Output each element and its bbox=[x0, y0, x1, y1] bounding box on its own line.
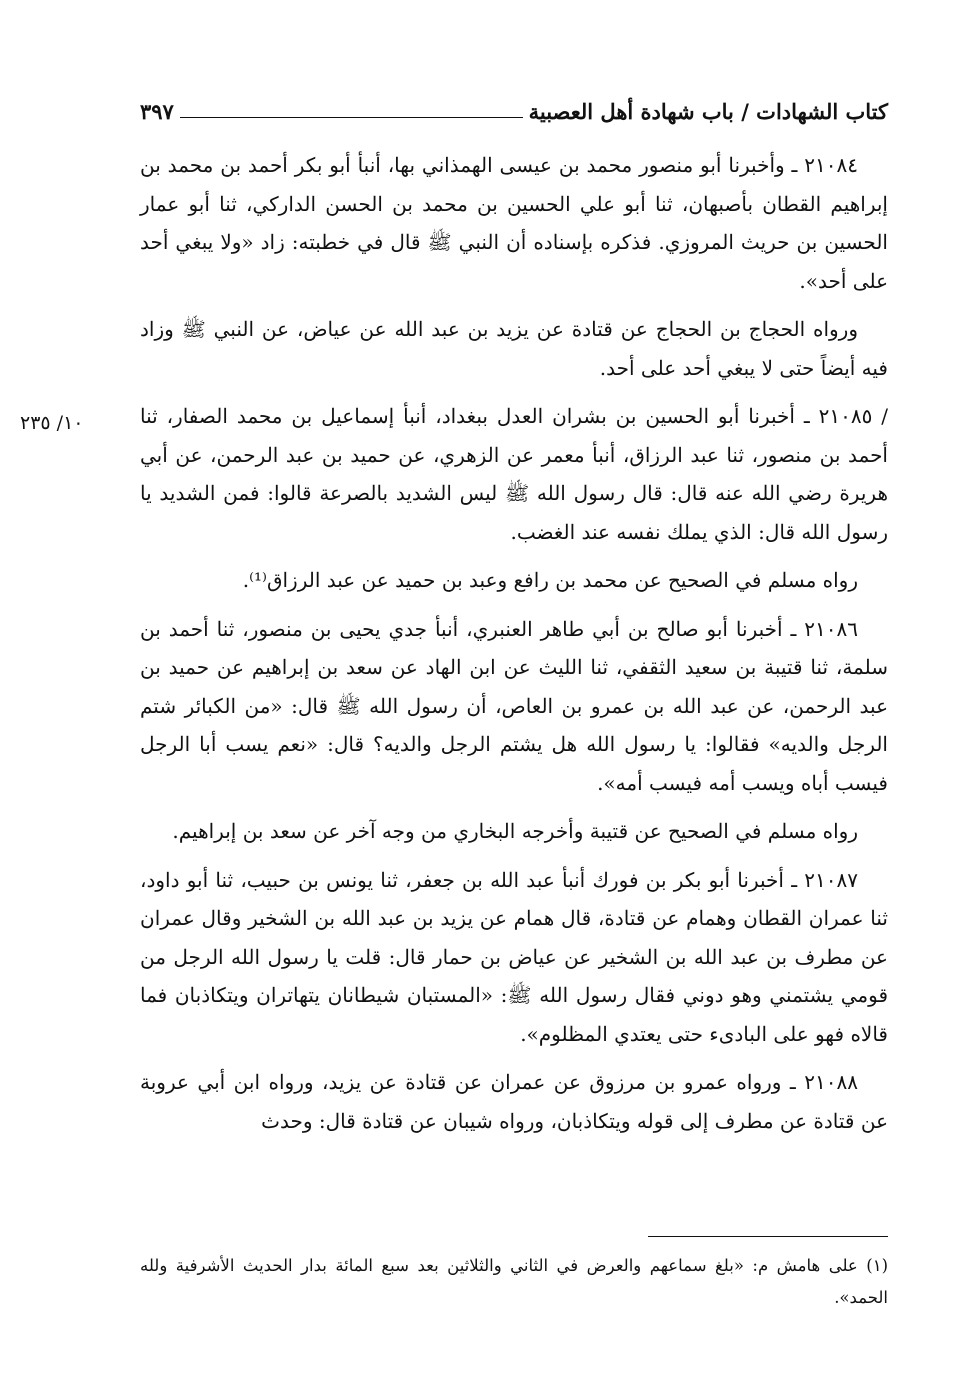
paragraph-riwaya-1: ورواه الحجاج بن الحجاج عن قتادة عن يزيد بن عبد الله عن عياض، عن النبي ﷺ وزاد فيه أيضاً حتى لا يبغي أحد على أحد. bbox=[140, 317, 888, 380]
running-header bbox=[140, 92, 888, 124]
paragraph-21086: ٢١٠٨٦ ـ أخبرنا أبو صالح بن أبي طاهر العنبري، أنبأ جدي يحيى بن منصور، ثنا أحمد بن سلمة، ثنا قتيبة بن سعيد الثقفي، ثنا الليث عن ابن الهاد عن سعد بن إبراهيم عن حميد بن عبد الرحمن، عن عبد الله بن عمرو بن العاص، أن رسول الله ﷺ قال: «من الكبائر شتم الرجل والديه» فقالوا: يا رسول الله هل يشتم الرجل والديه؟ قال: «نعم يسب أبا الرجل فيسب أباه ويسب أمه فيسب أمه». bbox=[140, 616, 888, 795]
paragraph-21085: / ٢١٠٨٥ ـ أخبرنا أبو الحسين بن بشران العدل ببغداد، أنبأ إسماعيل بن محمد الصفار، ثنا أحمد بن منصور، ثنا عبد الرزاق، أنبأ معمر عن الزهري، عن حميد بن عبد الرحمن، عن أبي هريرة رضي الله عنه قال: قال رسول الله ﷺ ليس الشديد بالصرعة قالوا: فمن الشديد يا رسول الله قال: الذي يملك نفسه عند الغضب. bbox=[140, 404, 888, 544]
paragraph-21084: ٢١٠٨٤ ـ وأخبرنا أبو منصور محمد بن عيسى الهمذاني بها، أنبأ أبو بكر أحمد بن محمد بن إبراهيم القطان بأصبهان، ثنا أبو علي الحسين بن محمد بن الحسن الداركي، ثنا أبو عمار الحسين بن حريث المروزي. فذكره بإسناده أن النبي ﷺ قال في خطبته: زاد «ولا يبغي أحد على أحد». bbox=[140, 153, 888, 293]
paragraph-riwaya-2: رواه مسلم في الصحيح عن محمد بن رافع وعبد بن حميد عن عبد الرزاق⁽¹⁾. bbox=[242, 568, 858, 592]
margin-reference: ١٠/ ٢٣٥ bbox=[20, 412, 84, 434]
paragraph-21088: ٢١٠٨٨ ـ ورواه عمرو بن مرزوق عن عمران عن قتادة عن يزيد، ورواه ابن أبي عروبة عن قتادة عن مطرف إلى قوله ويتكاذبان، ورواه شيبان عن قتادة قال: وحدث bbox=[140, 1070, 888, 1133]
footnote-separator bbox=[648, 1236, 888, 1237]
main-text bbox=[140, 146, 888, 1150]
footnote-1: (١) على هامش م: «بلغ سماعهم والعرض في الثاني والثلاثين بعد سبع المائة بدار الحديث الأشرفية ولله الحمد». bbox=[140, 1256, 888, 1307]
header-rule bbox=[180, 117, 523, 118]
paragraph-riwaya-3: رواه مسلم في الصحيح عن قتيبة وأخرجه البخاري من وجه آخر عن سعد بن إبراهيم. bbox=[172, 819, 858, 843]
running-title: كتاب الشهادات / باب شهادة أهل العصبية bbox=[528, 99, 888, 124]
paragraph-21087: ٢١٠٨٧ ـ أخبرنا أبو بكر بن فورك أنبأ عبد الله بن جعفر، ثنا يونس بن حبيب، ثنا أبو داود، ثنا عمران القطان وهمام عن قتادة، قال همام عن يزيد بن عبد الله بن الشخير وقال عمران عن مطرف بن عبد الله بن الشخير عن عياض بن حمار قال: قلت يا رسول الله الرجل من قومي يشتمني وهو دوني فقال رسول الله ﷺ: «المستبان شيطانان يتهاتران ويتكاذبان فما قالاه فهو على البادىء حتى يعتدي المظلوم». bbox=[140, 867, 888, 1046]
page-number: ٣٩٧ bbox=[140, 99, 174, 124]
